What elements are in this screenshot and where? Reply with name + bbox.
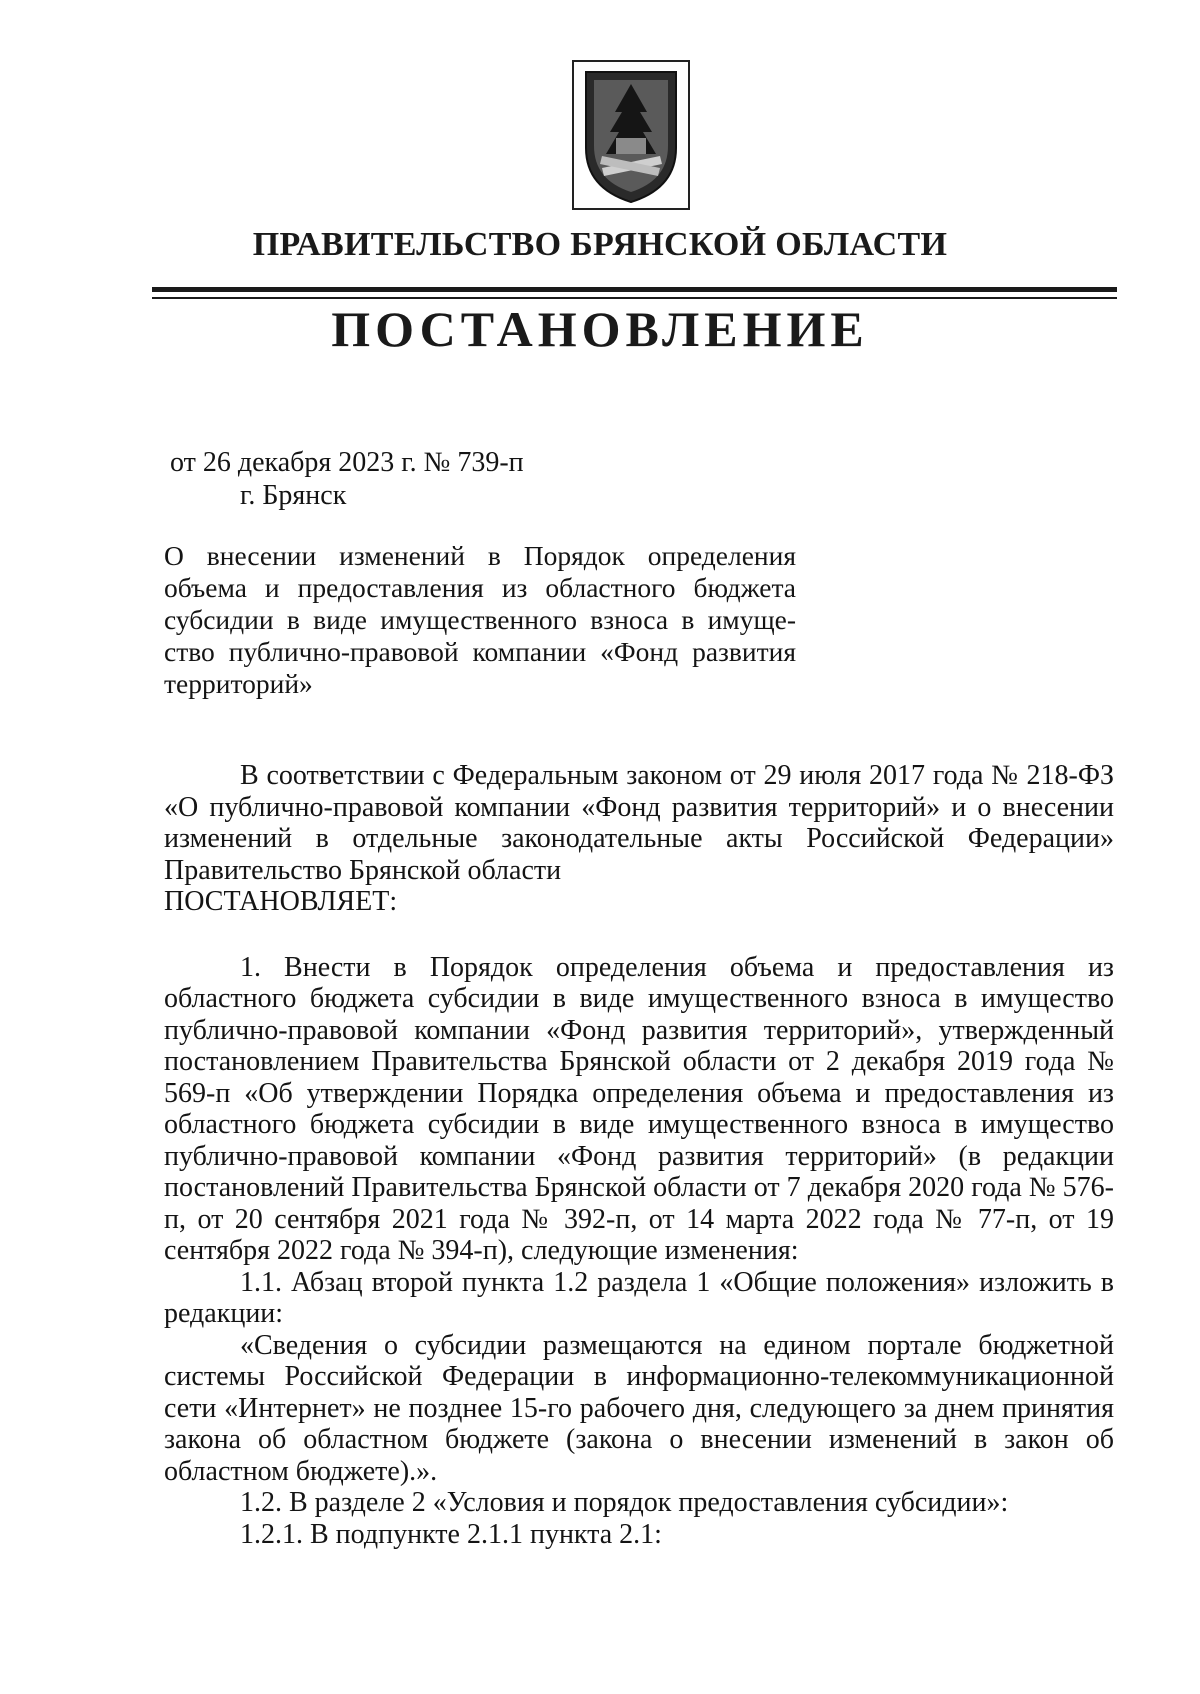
subject-line: О внесении изменений в Порядок определения: [164, 540, 796, 571]
subject-block: [164, 540, 796, 700]
city: г. Брянск: [240, 480, 347, 511]
header-rule-thick: [152, 287, 1117, 292]
paragraph-gap: [164, 918, 1114, 952]
subject-line: территорий»: [164, 668, 313, 699]
resolves-heading: ПОСТАНОВЛЯЕТ:: [164, 886, 398, 917]
document-body: [164, 760, 1114, 1550]
preamble-paragraph: В соответствии с Федеральным законом от 29 июля 2017 года № 218-ФЗ «О публично-правовой компании «Фонд развития территорий» и о внесении изменений в отдельные законодательные акты Российской Федерации» Правительство Брянской области: [164, 760, 1114, 886]
quote-paragraph: «Сведения о субсидии размещаются на едином портале бюджетной системы Российской Федерации в информационно-телекоммуникационной сети «Интернет» не позднее 15-го рабочего дня, следующего за днем принятия закона об областном бюджете (закона о внесении изменений в закон об областном бюджете).».: [164, 1329, 1114, 1487]
item-1-1-paragraph: 1.1. Абзац второй пункта 1.2 раздела 1 «Общие положения» изложить в редакции:: [164, 1266, 1114, 1329]
document-type-title: ПОСТАНОВЛЕНИЕ: [331, 301, 869, 357]
item-1-paragraph: 1. Внести в Порядок определения объема и предоставления из областного бюджета субсидии в виде имущественного взноса в имущество публично-правовой компании «Фонд развития территорий», утвержденный постановлением Правительства Брянской области от 2 декабря 2019 года № 569-п «Об утверждении Порядка определения объема и предоставления из областного бюджета субсидии в виде имущественного взноса в имущество публично-правовой компании «Фонд развития территорий» (в редакции постановлений Правительства Брянской области от 7 декабря 2020 года № 576-п, от 20 сентября 2021 года № 392-п, от 14 марта 2022 года № 77-п, от 19 сентября 2022 года № 394-п), следующие изменения:: [164, 951, 1114, 1266]
header-rule-thin: [152, 297, 1117, 299]
item-1-2-1-paragraph: 1.2.1. В подпункте 2.1.1 пункта 2.1:: [240, 1518, 662, 1550]
item-1-2-paragraph: 1.2. В разделе 2 «Условия и порядок предоставления субсидии»:: [240, 1487, 1009, 1518]
date-number: от 26 декабря 2023 г. № 739-п: [170, 447, 524, 478]
coat-of-arms-icon: [572, 60, 690, 210]
subject-line: ство публично-правовой компании «Фонд развития: [164, 636, 796, 667]
organization-title: ПРАВИТЕЛЬСТВО БРЯНСКОЙ ОБЛАСТИ: [252, 226, 948, 263]
subject-line: объема и предоставления из областного бюджета: [164, 572, 796, 603]
subject-line: субсидии в виде имущественного взноса в имуще-: [164, 604, 796, 635]
